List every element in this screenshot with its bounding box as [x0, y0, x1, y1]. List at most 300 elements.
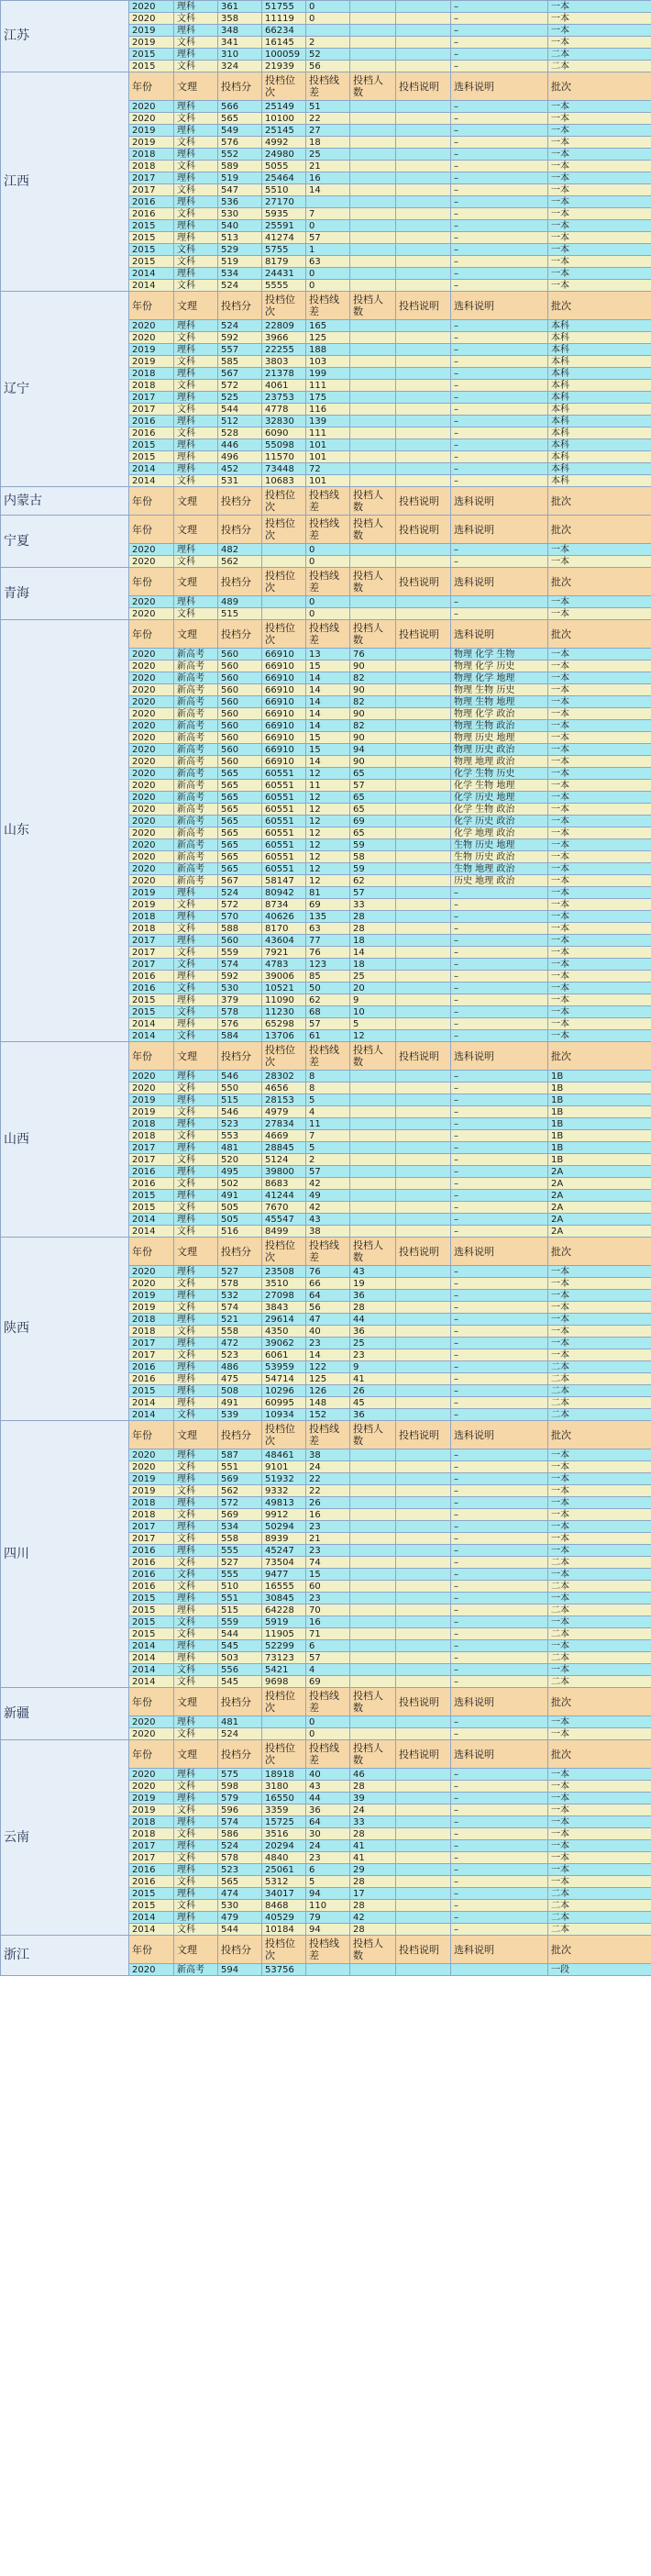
table-cell: 560 [218, 672, 262, 684]
table-cell: 43 [306, 1214, 350, 1226]
table-cell [350, 49, 396, 61]
table-cell: – [451, 1326, 548, 1338]
table-cell: 2016 [129, 1166, 174, 1178]
table-cell [350, 1166, 396, 1178]
table-cell: 一本 [548, 208, 651, 220]
table-cell: 41 [350, 1840, 396, 1852]
table-cell: 481 [218, 1716, 262, 1728]
table-cell: 530 [218, 208, 262, 220]
column-header: 投档说明 [396, 1421, 451, 1449]
table-cell: 新高考 [174, 863, 218, 875]
table-cell [350, 1, 396, 13]
province-name: 江西 [1, 72, 129, 292]
table-cell: 9477 [262, 1569, 306, 1581]
table-cell: 物理 化学 历史 [451, 661, 548, 672]
table-cell [396, 1676, 451, 1688]
table-cell [396, 137, 451, 149]
table-cell: 4992 [262, 137, 306, 149]
table-cell: – [451, 608, 548, 620]
table-cell: – [451, 1083, 548, 1094]
table-cell: 2015 [129, 439, 174, 451]
table-cell: 51932 [262, 1473, 306, 1485]
table-cell: 2020 [129, 768, 174, 780]
table-cell [396, 1473, 451, 1485]
table-cell: 2A [548, 1214, 651, 1226]
table-cell: 5 [306, 1142, 350, 1154]
table-header-row [1, 1421, 651, 1449]
province-name: 陕西 [1, 1238, 129, 1421]
table-cell: 2015 [129, 1190, 174, 1202]
table-cell: 1B [548, 1094, 651, 1106]
table-cell: – [451, 959, 548, 971]
table-cell: 一本 [548, 1485, 651, 1497]
column-header: 批次 [548, 516, 651, 544]
table-cell: 16145 [262, 37, 306, 49]
table-cell [396, 923, 451, 935]
column-header: 文理 [174, 1936, 218, 1964]
table-cell: 585 [218, 356, 262, 368]
table-cell: 一本 [548, 696, 651, 708]
table-cell: 43 [306, 1781, 350, 1793]
table-cell: 587 [218, 1449, 262, 1461]
table-cell: 2015 [129, 1628, 174, 1640]
table-header-row [1, 516, 651, 544]
table-cell: – [451, 1278, 548, 1290]
table-cell: 4 [306, 1106, 350, 1118]
table-cell: 2A [548, 1190, 651, 1202]
province-name: 四川 [1, 1421, 129, 1688]
table-cell: 446 [218, 439, 262, 451]
table-cell: 12 [306, 792, 350, 804]
table-cell: 文科 [174, 1349, 218, 1361]
table-cell: 理科 [174, 596, 218, 608]
table-cell: 545 [218, 1676, 262, 1688]
table-cell: 2017 [129, 1521, 174, 1533]
table-cell [396, 113, 451, 125]
table-cell: 文科 [174, 1106, 218, 1118]
table-cell: 2020 [129, 696, 174, 708]
table-cell: 39 [350, 1793, 396, 1804]
column-header: 文理 [174, 620, 218, 649]
table-cell: 58 [350, 851, 396, 863]
table-cell: 64 [306, 1816, 350, 1828]
table-cell: 2020 [129, 1964, 174, 1976]
table-cell: 理科 [174, 1166, 218, 1178]
table-cell: 2020 [129, 1071, 174, 1083]
table-cell: 理科 [174, 935, 218, 947]
column-header: 选科说明 [451, 1042, 548, 1071]
table-cell: 物理 化学 地理 [451, 672, 548, 684]
column-header: 批次 [548, 1740, 651, 1769]
table-cell: 本科 [548, 463, 651, 475]
table-cell: 66910 [262, 720, 306, 732]
table-cell: 2019 [129, 1106, 174, 1118]
column-header: 投档分 [218, 1740, 262, 1769]
table-cell: 物理 历史 政治 [451, 744, 548, 756]
table-cell: 60551 [262, 804, 306, 816]
table-cell: 505 [218, 1214, 262, 1226]
column-header: 年份 [129, 1936, 174, 1964]
table-cell [396, 899, 451, 911]
table-cell [262, 1728, 306, 1740]
table-cell [396, 1338, 451, 1349]
table-cell: 14 [306, 708, 350, 720]
table-cell: 12 [306, 827, 350, 839]
table-cell: 28 [350, 1302, 396, 1314]
table-cell: 一本 [548, 1290, 651, 1302]
table-cell: 547 [218, 184, 262, 196]
table-cell: 文科 [174, 947, 218, 959]
table-cell: 理科 [174, 1314, 218, 1326]
table-cell [350, 280, 396, 292]
table-cell: – [451, 1912, 548, 1924]
table-cell: 76 [306, 1266, 350, 1278]
table-cell: 理科 [174, 1338, 218, 1349]
table-cell: 文科 [174, 608, 218, 620]
table-cell: 物理 生物 地理 [451, 696, 548, 708]
table-cell: 68 [306, 1006, 350, 1018]
table-cell [350, 1581, 396, 1593]
table-cell [396, 1852, 451, 1864]
table-cell: 66910 [262, 708, 306, 720]
table-cell: 2020 [129, 720, 174, 732]
table-cell: 2015 [129, 1616, 174, 1628]
table-cell: 二本 [548, 1557, 651, 1569]
table-cell: 新高考 [174, 696, 218, 708]
table-cell: 21 [306, 1533, 350, 1545]
table-cell [396, 756, 451, 768]
province-name: 青海 [1, 568, 129, 620]
table-cell: 521 [218, 1314, 262, 1326]
table-cell: 165 [306, 320, 350, 332]
table-cell: – [451, 404, 548, 416]
table-cell: 2018 [129, 1816, 174, 1828]
table-cell: 2016 [129, 1864, 174, 1876]
table-cell: 12 [306, 804, 350, 816]
column-header: 批次 [548, 1042, 651, 1071]
table-cell: 一本 [548, 1349, 651, 1361]
table-cell: – [451, 923, 548, 935]
table-cell: 化学 地理 政治 [451, 827, 548, 839]
table-cell: 16 [306, 1509, 350, 1521]
table-cell: 本科 [548, 416, 651, 427]
table-cell: 2020 [129, 792, 174, 804]
column-header: 投档线差 [306, 292, 350, 320]
table-cell: 3359 [262, 1804, 306, 1816]
table-cell: 2020 [129, 1781, 174, 1793]
column-header: 选科说明 [451, 292, 548, 320]
table-cell: 新高考 [174, 720, 218, 732]
table-cell: 53756 [262, 1964, 306, 1976]
table-cell: 28 [350, 1828, 396, 1840]
table-cell: 18 [306, 137, 350, 149]
table-cell: 理科 [174, 416, 218, 427]
column-header: 批次 [548, 1421, 651, 1449]
table-cell [396, 1314, 451, 1326]
table-cell [396, 1302, 451, 1314]
table-cell [396, 101, 451, 113]
table-cell [396, 1569, 451, 1581]
table-cell: 2015 [129, 1900, 174, 1912]
column-header: 年份 [129, 568, 174, 596]
table-cell: 文科 [174, 959, 218, 971]
table-cell [262, 1716, 306, 1728]
table-cell: 2020 [129, 332, 174, 344]
table-cell: 一本 [548, 1533, 651, 1545]
column-header: 投档位次 [262, 1238, 306, 1266]
table-cell: 一本 [548, 137, 651, 149]
table-cell: 50294 [262, 1521, 306, 1533]
table-cell: 2015 [129, 1593, 174, 1604]
table-cell: 2019 [129, 899, 174, 911]
table-cell: 0 [306, 596, 350, 608]
table-cell: 199 [306, 368, 350, 380]
table-cell: 148 [306, 1397, 350, 1409]
table-cell [350, 1557, 396, 1569]
table-cell: 文科 [174, 113, 218, 125]
table-cell: 文科 [174, 1628, 218, 1640]
table-cell: 文科 [174, 1876, 218, 1888]
table-cell: 2018 [129, 161, 174, 172]
table-cell: – [451, 1266, 548, 1278]
table-cell: 474 [218, 1888, 262, 1900]
table-cell [350, 1728, 396, 1740]
table-cell: 41 [350, 1373, 396, 1385]
table-cell: 64 [306, 1290, 350, 1302]
table-cell: – [451, 556, 548, 568]
table-cell: 2017 [129, 172, 174, 184]
table-cell: 一本 [548, 994, 651, 1006]
table-cell: 2019 [129, 137, 174, 149]
table-cell: 新高考 [174, 756, 218, 768]
table-cell: 文科 [174, 380, 218, 392]
table-cell [396, 1769, 451, 1781]
table-cell: 567 [218, 368, 262, 380]
table-cell: 58147 [262, 875, 306, 887]
table-cell: 一本 [548, 101, 651, 113]
table-cell [396, 1385, 451, 1397]
table-cell [350, 1461, 396, 1473]
table-cell: 25591 [262, 220, 306, 232]
table-cell: – [451, 1616, 548, 1628]
table-cell: 一本 [548, 220, 651, 232]
table-cell [396, 49, 451, 61]
table-cell: 2017 [129, 1840, 174, 1852]
table-cell: 565 [218, 804, 262, 816]
column-header: 投档人数 [350, 620, 396, 649]
table-cell [396, 1664, 451, 1676]
table-cell [350, 1593, 396, 1604]
table-cell [350, 596, 396, 608]
table-cell: – [451, 971, 548, 983]
table-cell: 一本 [548, 863, 651, 875]
table-cell: 2020 [129, 1449, 174, 1461]
table-cell: 理科 [174, 1497, 218, 1509]
table-cell [306, 1964, 350, 1976]
table-cell: 二本 [548, 1628, 651, 1640]
table-cell: 82 [350, 696, 396, 708]
table-cell: 3180 [262, 1781, 306, 1793]
table-cell: – [451, 1, 548, 13]
table-cell [396, 1094, 451, 1106]
column-header: 选科说明 [451, 1740, 548, 1769]
table-cell: – [451, 994, 548, 1006]
table-cell: 7921 [262, 947, 306, 959]
table-cell: 一本 [548, 1521, 651, 1533]
column-header: 年份 [129, 1740, 174, 1769]
column-header: 投档说明 [396, 1740, 451, 1769]
table-cell: 516 [218, 1226, 262, 1238]
table-cell: 10100 [262, 113, 306, 125]
table-cell: – [451, 1652, 548, 1664]
table-cell: 0 [306, 544, 350, 556]
table-cell: 文科 [174, 332, 218, 344]
table-cell: 2014 [129, 1018, 174, 1030]
table-cell: 545 [218, 1640, 262, 1652]
table-cell: 一本 [548, 983, 651, 994]
table-cell: 文科 [174, 244, 218, 256]
table-cell: 二本 [548, 1373, 651, 1385]
table-cell: 2020 [129, 1278, 174, 1290]
table-cell: – [451, 1840, 548, 1852]
table-cell: 一本 [548, 792, 651, 804]
table-cell: 578 [218, 1278, 262, 1290]
table-cell: 40 [306, 1326, 350, 1338]
table-cell: 一本 [548, 1852, 651, 1864]
table-cell: 39062 [262, 1338, 306, 1349]
table-cell: – [451, 1557, 548, 1569]
column-header: 文理 [174, 516, 218, 544]
table-cell [396, 196, 451, 208]
table-cell: 16555 [262, 1581, 306, 1593]
table-cell: 7 [306, 1130, 350, 1142]
column-header: 投档位次 [262, 620, 306, 649]
table-cell: 66910 [262, 661, 306, 672]
table-cell: 519 [218, 172, 262, 184]
table-cell: 化学 生物 地理 [451, 780, 548, 792]
table-cell: 0 [306, 268, 350, 280]
table-cell: 2020 [129, 649, 174, 661]
table-cell: 理科 [174, 1, 218, 13]
column-header: 投档位次 [262, 1688, 306, 1716]
column-header: 投档线差 [306, 1042, 350, 1071]
table-cell [350, 13, 396, 25]
table-cell: 531 [218, 475, 262, 487]
table-cell: 12 [306, 863, 350, 875]
table-cell: 594 [218, 1964, 262, 1976]
table-cell: 文科 [174, 1178, 218, 1190]
table-cell: 理科 [174, 320, 218, 332]
table-cell [396, 256, 451, 268]
table-cell: 14 [306, 672, 350, 684]
table-cell [396, 463, 451, 475]
table-cell: 一本 [548, 172, 651, 184]
table-cell: 51 [306, 101, 350, 113]
table-cell [396, 232, 451, 244]
table-cell: 8734 [262, 899, 306, 911]
table-cell: 27834 [262, 1118, 306, 1130]
column-header: 投档线差 [306, 1421, 350, 1449]
table-header-row [1, 1042, 651, 1071]
table-cell: 一本 [548, 232, 651, 244]
table-cell: 560 [218, 756, 262, 768]
table-cell: 生物 历史 政治 [451, 851, 548, 863]
table-cell: 57 [350, 780, 396, 792]
table-cell: 523 [218, 1349, 262, 1361]
table-cell: 2017 [129, 392, 174, 404]
table-cell: 570 [218, 911, 262, 923]
table-cell: 3516 [262, 1828, 306, 1840]
column-header: 投档线差 [306, 487, 350, 516]
table-cell [350, 101, 396, 113]
table-cell [350, 1533, 396, 1545]
table-cell: – [451, 1409, 548, 1421]
table-cell: 一本 [548, 556, 651, 568]
table-cell: 8179 [262, 256, 306, 268]
table-cell: 2019 [129, 37, 174, 49]
table-cell: 574 [218, 1816, 262, 1828]
table-cell: 18918 [262, 1769, 306, 1781]
column-header: 选科说明 [451, 1421, 548, 1449]
table-cell [350, 1616, 396, 1628]
table-cell: 理科 [174, 1385, 218, 1397]
column-header: 投档人数 [350, 1740, 396, 1769]
table-cell: 527 [218, 1266, 262, 1278]
table-cell: 新高考 [174, 816, 218, 827]
table-cell: 24 [350, 1804, 396, 1816]
table-cell: 2015 [129, 61, 174, 72]
table-cell: – [451, 332, 548, 344]
table-cell: 14 [306, 696, 350, 708]
table-cell [396, 544, 451, 556]
table-cell: 文科 [174, 1852, 218, 1864]
table-cell: 2020 [129, 1, 174, 13]
table-cell: 550 [218, 1083, 262, 1094]
table-cell: 524 [218, 1728, 262, 1740]
table-cell: 560 [218, 935, 262, 947]
table-cell: – [451, 244, 548, 256]
table-cell: 二本 [548, 1924, 651, 1936]
table-cell: 一本 [548, 1509, 651, 1521]
table-cell: 2017 [129, 947, 174, 959]
table-cell: 565 [218, 851, 262, 863]
table-cell [396, 608, 451, 620]
table-cell: – [451, 1338, 548, 1349]
table-cell: 文科 [174, 1924, 218, 1936]
table-cell [396, 1581, 451, 1593]
table-cell: 本科 [548, 392, 651, 404]
table-cell: – [451, 1361, 548, 1373]
table-cell: – [451, 935, 548, 947]
table-cell: 2020 [129, 113, 174, 125]
table-cell [350, 1178, 396, 1190]
table-cell [396, 1545, 451, 1557]
table-cell [350, 608, 396, 620]
table-cell: 528 [218, 427, 262, 439]
table-cell: 文科 [174, 184, 218, 196]
table-cell: 60551 [262, 780, 306, 792]
table-cell: 2015 [129, 1385, 174, 1397]
column-header: 投档线差 [306, 1740, 350, 1769]
table-cell: – [451, 1497, 548, 1509]
table-cell: 62 [350, 875, 396, 887]
table-cell: 23508 [262, 1266, 306, 1278]
table-cell: 12 [306, 851, 350, 863]
table-cell: 555 [218, 1545, 262, 1557]
table-cell: 90 [350, 708, 396, 720]
table-cell: 27098 [262, 1290, 306, 1302]
table-cell: 一本 [548, 661, 651, 672]
